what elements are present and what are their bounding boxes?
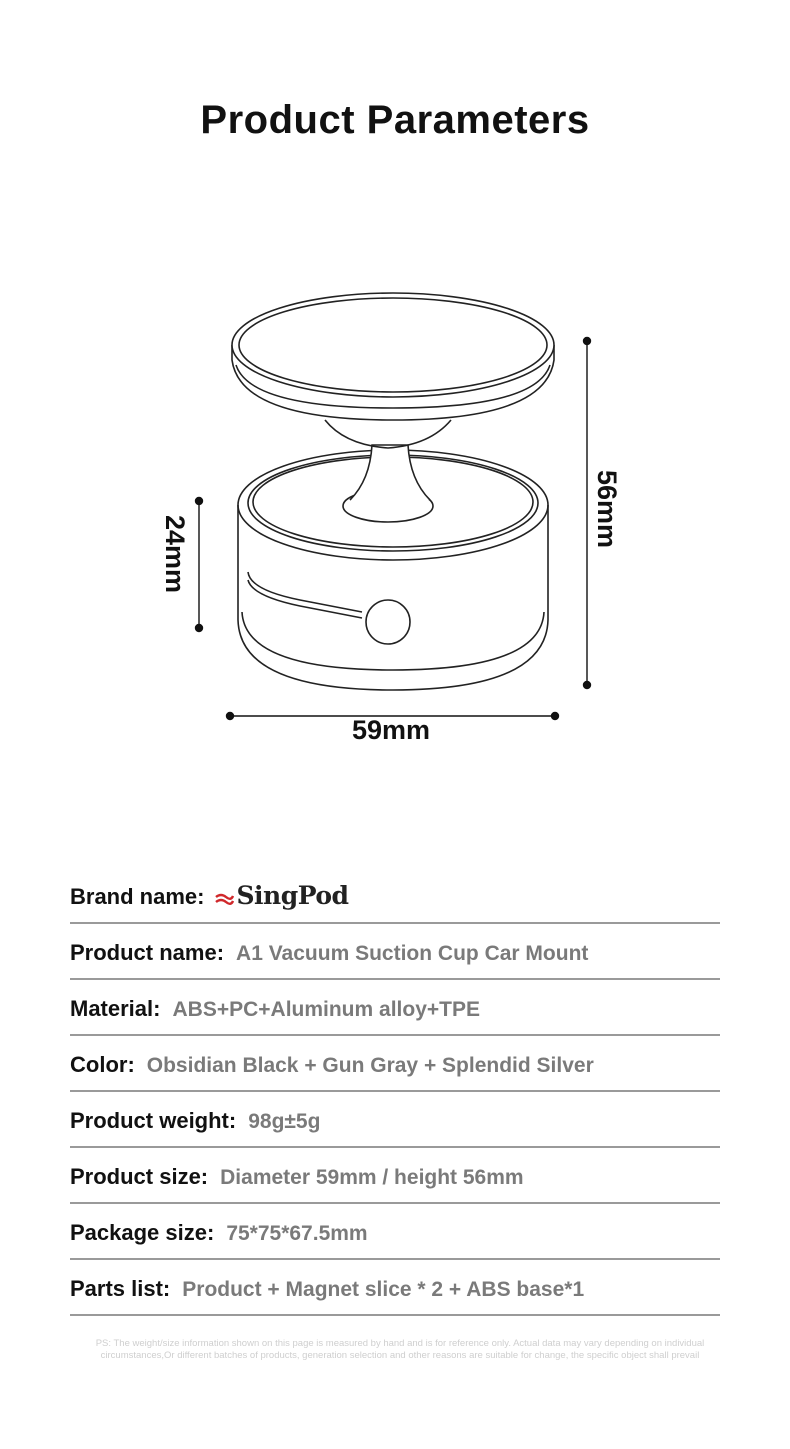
param-label: Product weight:	[70, 1108, 237, 1133]
brand-logo	[214, 881, 348, 910]
param-row-product-size	[70, 1148, 720, 1204]
width-dimension-label: 59mm	[352, 715, 431, 745]
param-label: Material:	[70, 996, 161, 1021]
disclaimer-note: PS: The weight/size information shown on this page is measured by hand and is for reference only. Actual data may vary depending on individual circumstances,Or different batches of products, generation selection and other reasons are suitable for change, the specific object shall prevail	[95, 1338, 705, 1361]
param-value: ABS+PC+Aluminum alloy+TPE	[172, 998, 480, 1021]
brand-logo-text: SingPod	[236, 881, 349, 910]
param-label: Brand name:	[70, 884, 205, 909]
param-value: Obsidian Black + Gun Gray + Splendid Silver	[146, 1054, 594, 1077]
param-row-brand	[70, 868, 720, 924]
magnet-plate	[232, 293, 554, 397]
param-label: Package size:	[70, 1220, 215, 1245]
base-body	[238, 505, 548, 690]
param-value: Product + Magnet slice * 2 + ABS base*1	[182, 1278, 585, 1301]
param-label: Product size:	[70, 1164, 209, 1189]
parameters-list	[70, 868, 720, 1316]
param-value: A1 Vacuum Suction Cup Car Mount	[236, 942, 589, 965]
param-label: Product name:	[70, 940, 225, 965]
param-row-product-name	[70, 924, 720, 980]
param-label: Color:	[70, 1052, 135, 1077]
param-row-package-size	[70, 1204, 720, 1260]
param-label: Parts list:	[70, 1276, 171, 1301]
param-value: 98g±5g	[248, 1110, 321, 1133]
param-value: Diameter 59mm / height 56mm	[220, 1166, 524, 1189]
param-row-parts-list	[70, 1260, 720, 1316]
brand-wave-icon	[214, 890, 234, 910]
base-height-dimension-label: 24mm	[160, 515, 190, 594]
param-row-material	[70, 980, 720, 1036]
height-dimension-label: 56mm	[592, 470, 622, 549]
page-title: Product Parameters	[200, 98, 590, 142]
param-row-weight	[70, 1092, 720, 1148]
param-row-color	[70, 1036, 720, 1092]
release-knob	[366, 600, 410, 644]
param-value: 75*75*67.5mm	[226, 1222, 368, 1245]
